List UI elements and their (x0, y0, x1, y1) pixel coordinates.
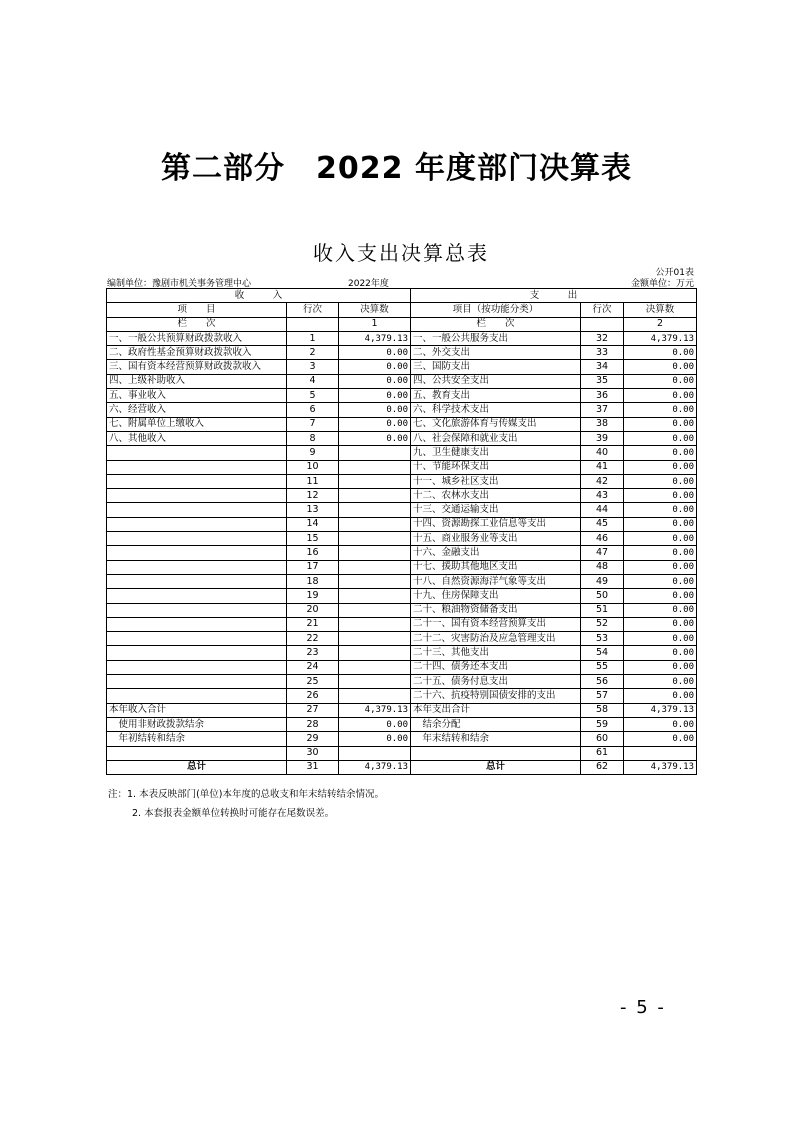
income-row-no: 26 (287, 689, 339, 703)
income-row-no: 8 (287, 431, 339, 445)
table-row (107, 431, 697, 445)
table-row (107, 560, 697, 574)
income-row-no: 13 (287, 503, 339, 517)
table-row (107, 503, 697, 517)
expense-item: 二、外交支出 (411, 346, 581, 360)
expense-row-no: 47 (581, 546, 624, 560)
expense-row-no: 48 (581, 560, 624, 574)
income-item (107, 446, 287, 460)
income-row-no: 10 (287, 460, 339, 474)
expense-row-no: 50 (581, 589, 624, 603)
expense-amount: 0.00 (624, 675, 697, 689)
table-row (107, 360, 697, 374)
expense-amount: 0.00 (624, 460, 697, 474)
table-row (107, 403, 697, 417)
expense-amount: 0.00 (624, 617, 697, 631)
expense-row-no: 45 (581, 517, 624, 531)
income-amount: 4,379.13 (339, 331, 411, 345)
table-row (107, 532, 697, 546)
income-amount (339, 446, 411, 460)
income-item: 八、其他收入 (107, 431, 287, 445)
income-row-no: 28 (287, 717, 339, 731)
table-row (107, 474, 697, 488)
expense-item: 九、卫生健康支出 (411, 446, 581, 460)
total-row (107, 760, 697, 774)
income-item (107, 546, 287, 560)
expense-item: 十一、城乡社区支出 (411, 474, 581, 488)
income-row-no: 17 (287, 560, 339, 574)
income-row-no: 12 (287, 489, 339, 503)
expense-row-no: 56 (581, 675, 624, 689)
table-row (107, 574, 697, 588)
table-row (107, 589, 697, 603)
income-item (107, 517, 287, 531)
income-item (107, 489, 287, 503)
expense-row-no: 44 (581, 503, 624, 517)
income-amount (339, 646, 411, 660)
income-amount (339, 517, 411, 531)
table-row (107, 703, 697, 717)
expense-amount: 0.00 (624, 517, 697, 531)
table-row (107, 632, 697, 646)
income-row-no: 4 (287, 374, 339, 388)
expense-row-no: 46 (581, 532, 624, 546)
expense-item: 二十、粮油物资储备支出 (411, 603, 581, 617)
income-item (107, 617, 287, 631)
income-row-no: 20 (287, 603, 339, 617)
income-item (107, 675, 287, 689)
income-amount (339, 617, 411, 631)
income-amount (339, 532, 411, 546)
expense-row-no: 37 (581, 403, 624, 417)
money-unit: 金额单位：万元 (630, 279, 694, 289)
expense-item: 二十六、抗疫特别国债安排的支出 (411, 689, 581, 703)
expense-amount: 0.00 (624, 346, 697, 360)
blank-cell (581, 317, 624, 331)
income-row-no: 19 (287, 589, 339, 603)
income-row-no: 9 (287, 446, 339, 460)
income-row-no: 29 (287, 732, 339, 746)
income-item: 四、上级补助收入 (107, 374, 287, 388)
expense-item (411, 746, 581, 760)
income-row-no: 11 (287, 474, 339, 488)
table-row (107, 646, 697, 660)
income-item (107, 532, 287, 546)
income-row-no: 5 (287, 389, 339, 403)
unit-label: 编制单位：豫剧市机关事务管理中心 (107, 279, 252, 289)
expense-amount: 0.00 (624, 560, 697, 574)
expense-row-no: 39 (581, 431, 624, 445)
income-row-no: 22 (287, 632, 339, 646)
amount-header: 决算数 (339, 303, 411, 317)
expense-group-header: 支 出 (411, 289, 697, 303)
expense-item: 八、社会保障和就业支出 (411, 431, 581, 445)
expense-item: 十六、金融支出 (411, 546, 581, 560)
income-row-no: 2 (287, 346, 339, 360)
row-no-header: 行次 (287, 303, 339, 317)
expense-amount: 4,379.13 (624, 703, 697, 717)
expense-row-no: 53 (581, 632, 624, 646)
income-row-no: 23 (287, 646, 339, 660)
table-row (107, 446, 697, 460)
income-amount (339, 589, 411, 603)
income-row-no: 15 (287, 532, 339, 546)
income-amount (339, 560, 411, 574)
income-item: 本年收入合计 (107, 703, 287, 717)
table-row (107, 517, 697, 531)
expense-row-no: 35 (581, 374, 624, 388)
expense-item: 六、科学技术支出 (411, 403, 581, 417)
income-amount (339, 574, 411, 588)
income-item (107, 460, 287, 474)
expense-item: 三、国防支出 (411, 360, 581, 374)
expense-amount: 0.00 (624, 374, 697, 388)
expense-row-no: 32 (581, 331, 624, 345)
income-row-no: 14 (287, 517, 339, 531)
note-2: 2. 本套报表金额单位转换时可能存在尾数误差。 (132, 808, 335, 819)
income-amount (339, 746, 411, 760)
table-row (107, 331, 697, 345)
income-item: 一、一般公共预算财政拨款收入 (107, 331, 287, 345)
expense-item: 七、文化旅游体育与传媒支出 (411, 417, 581, 431)
table-row (107, 732, 697, 746)
final-accounts-table (106, 288, 697, 775)
expense-item: 二十三、其他支出 (411, 646, 581, 660)
expense-amount: 0.00 (624, 717, 697, 731)
table-row (107, 489, 697, 503)
income-amount (339, 546, 411, 560)
income-row-no: 30 (287, 746, 339, 760)
expense-total-label: 总计 (411, 760, 581, 774)
expense-item: 十八、自然资源海洋气象等支出 (411, 574, 581, 588)
expense-item: 十三、交通运输支出 (411, 503, 581, 517)
form-code: 公开01表 (655, 268, 694, 278)
table-row (107, 603, 697, 617)
expense-row-no: 52 (581, 617, 624, 631)
expense-item: 结余分配 (411, 717, 581, 731)
income-item: 二、政府性基金预算财政拨款收入 (107, 346, 287, 360)
income-item (107, 574, 287, 588)
income-amount: 4,379.13 (339, 703, 411, 717)
income-item (107, 746, 287, 760)
income-item (107, 689, 287, 703)
expense-amount: 0.00 (624, 732, 697, 746)
income-expense-sheet (106, 234, 696, 822)
income-row-no: 16 (287, 546, 339, 560)
note-1: 注：1. 本表反映部门(单位)本年度的总收支和年末结转结余情况。 (108, 789, 384, 800)
column-label: 栏 次 (411, 317, 581, 331)
expense-amount (624, 746, 697, 760)
section-title: 第二部分 2022 年度部门决算表 (161, 151, 632, 186)
expense-amount: 0.00 (624, 589, 697, 603)
income-row-no: 25 (287, 675, 339, 689)
income-row-no: 1 (287, 331, 339, 345)
expense-amount: 0.00 (624, 503, 697, 517)
expense-item: 本年支出合计 (411, 703, 581, 717)
income-total-row-no: 31 (287, 760, 339, 774)
table-row (107, 675, 697, 689)
table-row (107, 546, 697, 560)
expense-amount: 0.00 (624, 403, 697, 417)
income-amount: 0.00 (339, 389, 411, 403)
item-header: 项 目 (107, 303, 287, 317)
expense-amount: 0.00 (624, 431, 697, 445)
row-no-header: 行次 (581, 303, 624, 317)
expense-amount: 0.00 (624, 546, 697, 560)
income-row-no: 7 (287, 417, 339, 431)
expense-amount: 0.00 (624, 489, 697, 503)
table-row (107, 417, 697, 431)
expense-item: 年末结转和结余 (411, 732, 581, 746)
income-amount (339, 675, 411, 689)
column-number: 1 (339, 317, 411, 331)
table-row (107, 689, 697, 703)
table-row (107, 717, 697, 731)
income-amount: 0.00 (339, 717, 411, 731)
expense-amount: 4,379.13 (624, 331, 697, 345)
expense-item: 二十二、灾害防治及应急管理支出 (411, 632, 581, 646)
expense-item: 五、教育支出 (411, 389, 581, 403)
expense-amount: 0.00 (624, 660, 697, 674)
income-amount: 0.00 (339, 417, 411, 431)
expense-amount: 0.00 (624, 532, 697, 546)
expense-row-no: 38 (581, 417, 624, 431)
income-amount (339, 489, 411, 503)
income-row-no: 27 (287, 703, 339, 717)
income-item (107, 474, 287, 488)
income-amount (339, 660, 411, 674)
expense-row-no: 57 (581, 689, 624, 703)
table-row (107, 346, 697, 360)
table-row (107, 374, 697, 388)
expense-item: 二十一、国有资本经营预算支出 (411, 617, 581, 631)
income-amount: 0.00 (339, 374, 411, 388)
expense-item: 二十五、债务付息支出 (411, 675, 581, 689)
column-label: 栏 次 (107, 317, 287, 331)
expense-amount: 0.00 (624, 632, 697, 646)
income-item (107, 503, 287, 517)
expense-row-no: 49 (581, 574, 624, 588)
income-item: 七、附属单位上缴收入 (107, 417, 287, 431)
income-amount: 0.00 (339, 403, 411, 417)
expense-amount: 0.00 (624, 603, 697, 617)
expense-amount: 0.00 (624, 474, 697, 488)
income-row-no: 21 (287, 617, 339, 631)
expense-amount: 0.00 (624, 446, 697, 460)
table-row (107, 460, 697, 474)
income-amount (339, 689, 411, 703)
table-row (107, 746, 697, 760)
income-item (107, 632, 287, 646)
expense-row-no: 59 (581, 717, 624, 731)
income-amount: 0.00 (339, 346, 411, 360)
table-body (107, 289, 697, 775)
expense-amount: 0.00 (624, 389, 697, 403)
income-item: 五、事业收入 (107, 389, 287, 403)
expense-total-amount: 4,379.13 (624, 760, 697, 774)
income-item (107, 589, 287, 603)
column-number: 2 (624, 317, 697, 331)
income-item: 三、国有资本经营预算财政拨款收入 (107, 360, 287, 374)
income-item (107, 603, 287, 617)
income-item (107, 660, 287, 674)
income-item: 使用非财政拨款结余 (107, 717, 287, 731)
expense-amount: 0.00 (624, 574, 697, 588)
expense-row-no: 54 (581, 646, 624, 660)
expense-row-no: 34 (581, 360, 624, 374)
expense-amount: 0.00 (624, 689, 697, 703)
expense-amount: 0.00 (624, 417, 697, 431)
expense-row-no: 61 (581, 746, 624, 760)
expense-item: 十九、住房保障支出 (411, 589, 581, 603)
expense-row-no: 60 (581, 732, 624, 746)
expense-row-no: 33 (581, 346, 624, 360)
expense-row-no: 55 (581, 660, 624, 674)
expense-item: 十、节能环保支出 (411, 460, 581, 474)
income-total-amount: 4,379.13 (339, 760, 411, 774)
header-group-row (107, 289, 697, 303)
expense-item: 十七、援助其他地区支出 (411, 560, 581, 574)
table-row (107, 389, 697, 403)
page-number: - 5 - (620, 997, 666, 1018)
income-amount (339, 632, 411, 646)
function-item-header: 项目（按功能分类） (411, 303, 581, 317)
income-row-no: 24 (287, 660, 339, 674)
income-row-no: 18 (287, 574, 339, 588)
income-total-label: 总计 (107, 760, 287, 774)
income-item: 年初结转和结余 (107, 732, 287, 746)
expense-row-no: 36 (581, 389, 624, 403)
table-row (107, 660, 697, 674)
column-index-row (107, 317, 697, 331)
income-row-no: 6 (287, 403, 339, 417)
expense-amount: 0.00 (624, 360, 697, 374)
expense-row-no: 58 (581, 703, 624, 717)
income-group-header: 收 入 (107, 289, 411, 303)
expense-item: 一、一般公共服务支出 (411, 331, 581, 345)
expense-item: 十五、商业服务业等支出 (411, 532, 581, 546)
expense-item: 二十四、债务还本支出 (411, 660, 581, 674)
income-item: 六、经营收入 (107, 403, 287, 417)
income-amount: 0.00 (339, 732, 411, 746)
income-amount (339, 503, 411, 517)
expense-row-no: 51 (581, 603, 624, 617)
income-amount (339, 460, 411, 474)
income-row-no: 3 (287, 360, 339, 374)
expense-item: 十二、农林水支出 (411, 489, 581, 503)
income-item (107, 560, 287, 574)
expense-row-no: 42 (581, 474, 624, 488)
income-item (107, 646, 287, 660)
table-row (107, 617, 697, 631)
table-title: 收入支出决算总表 (313, 241, 489, 265)
expense-item: 十四、资源勘探工业信息等支出 (411, 517, 581, 531)
amount-header: 决算数 (624, 303, 697, 317)
year-label: 2022年度 (348, 279, 389, 289)
expense-item: 四、公共安全支出 (411, 374, 581, 388)
income-amount (339, 603, 411, 617)
expense-row-no: 41 (581, 460, 624, 474)
expense-row-no: 40 (581, 446, 624, 460)
income-amount (339, 474, 411, 488)
expense-total-row-no: 62 (581, 760, 624, 774)
expense-amount: 0.00 (624, 646, 697, 660)
income-amount: 0.00 (339, 360, 411, 374)
income-amount: 0.00 (339, 431, 411, 445)
header-row (107, 303, 697, 317)
expense-row-no: 43 (581, 489, 624, 503)
blank-cell (287, 317, 339, 331)
